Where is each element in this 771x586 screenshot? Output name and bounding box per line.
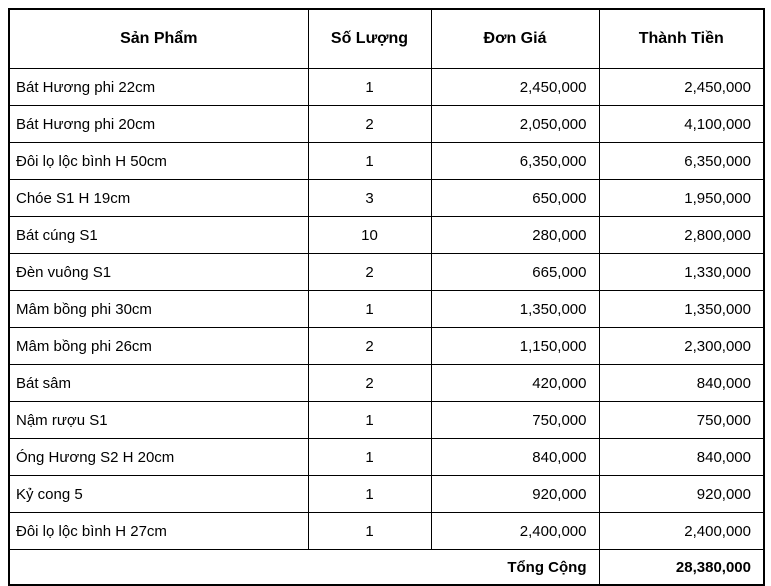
unit-price-cell: 6,350,000 xyxy=(431,143,599,180)
quantity-cell: 1 xyxy=(308,476,431,513)
total-cell: 1,330,000 xyxy=(599,254,764,291)
total-cell: 2,300,000 xyxy=(599,328,764,365)
product-cell: Đôi lọ lộc bình H 27cm xyxy=(9,513,308,550)
unit-price-cell: 750,000 xyxy=(431,402,599,439)
table-row xyxy=(9,513,764,550)
total-cell: 920,000 xyxy=(599,476,764,513)
product-cell: Bát Hương phi 20cm xyxy=(9,106,308,143)
product-cell: Đôi lọ lộc bình H 50cm xyxy=(9,143,308,180)
total-cell: 2,450,000 xyxy=(599,69,764,106)
unit-price-cell: 2,400,000 xyxy=(431,513,599,550)
table-body xyxy=(9,69,764,550)
total-row xyxy=(9,550,764,586)
unit-price-cell: 1,150,000 xyxy=(431,328,599,365)
table-row xyxy=(9,439,764,476)
product-cell: Chóe S1 H 19cm xyxy=(9,180,308,217)
total-cell: 6,350,000 xyxy=(599,143,764,180)
quantity-cell: 2 xyxy=(308,365,431,402)
quantity-cell: 1 xyxy=(308,291,431,328)
unit-price-cell: 840,000 xyxy=(431,439,599,476)
table-row xyxy=(9,106,764,143)
product-cell: Mâm bồng phi 26cm xyxy=(9,328,308,365)
table-row xyxy=(9,476,764,513)
table-row xyxy=(9,365,764,402)
product-cell: Bát Hương phi 22cm xyxy=(9,69,308,106)
total-cell: 1,950,000 xyxy=(599,180,764,217)
table-header xyxy=(9,9,764,69)
table-row xyxy=(9,402,764,439)
table-footer xyxy=(9,550,764,586)
total-cell: 2,400,000 xyxy=(599,513,764,550)
quantity-cell: 1 xyxy=(308,143,431,180)
unit-price-cell: 920,000 xyxy=(431,476,599,513)
product-cell: Kỷ cong 5 xyxy=(9,476,308,513)
quantity-cell: 1 xyxy=(308,513,431,550)
table-row xyxy=(9,254,764,291)
product-cell: Óng Hương S2 H 20cm xyxy=(9,439,308,476)
column-header-quantity: Số Lượng xyxy=(308,9,431,69)
product-cell: Nậm rượu S1 xyxy=(9,402,308,439)
product-cell: Bát cúng S1 xyxy=(9,217,308,254)
unit-price-cell: 420,000 xyxy=(431,365,599,402)
table-row xyxy=(9,69,764,106)
column-header-unit-price: Đơn Giá xyxy=(431,9,599,69)
table-row xyxy=(9,291,764,328)
quote-table xyxy=(8,8,765,586)
quantity-cell: 2 xyxy=(308,328,431,365)
total-cell: 840,000 xyxy=(599,365,764,402)
table-row xyxy=(9,180,764,217)
unit-price-cell: 665,000 xyxy=(431,254,599,291)
total-cell: 750,000 xyxy=(599,402,764,439)
total-label: Tổng Cộng xyxy=(9,550,599,586)
table-row xyxy=(9,217,764,254)
unit-price-cell: 1,350,000 xyxy=(431,291,599,328)
quantity-cell: 1 xyxy=(308,69,431,106)
quantity-cell: 10 xyxy=(308,217,431,254)
table-row xyxy=(9,328,764,365)
unit-price-cell: 650,000 xyxy=(431,180,599,217)
quantity-cell: 1 xyxy=(308,439,431,476)
unit-price-cell: 2,050,000 xyxy=(431,106,599,143)
unit-price-cell: 2,450,000 xyxy=(431,69,599,106)
table-row xyxy=(9,143,764,180)
total-cell: 2,800,000 xyxy=(599,217,764,254)
product-cell: Đèn vuông S1 xyxy=(9,254,308,291)
column-header-total: Thành Tiền xyxy=(599,9,764,69)
product-cell: Bát sâm xyxy=(9,365,308,402)
quantity-cell: 2 xyxy=(308,254,431,291)
product-cell: Mâm bồng phi 30cm xyxy=(9,291,308,328)
quantity-cell: 2 xyxy=(308,106,431,143)
unit-price-cell: 280,000 xyxy=(431,217,599,254)
total-cell: 4,100,000 xyxy=(599,106,764,143)
total-value: 28,380,000 xyxy=(599,550,764,586)
quantity-cell: 3 xyxy=(308,180,431,217)
total-cell: 840,000 xyxy=(599,439,764,476)
column-header-product: Sản Phẩm xyxy=(9,9,308,69)
total-cell: 1,350,000 xyxy=(599,291,764,328)
quantity-cell: 1 xyxy=(308,402,431,439)
header-row xyxy=(9,9,764,69)
